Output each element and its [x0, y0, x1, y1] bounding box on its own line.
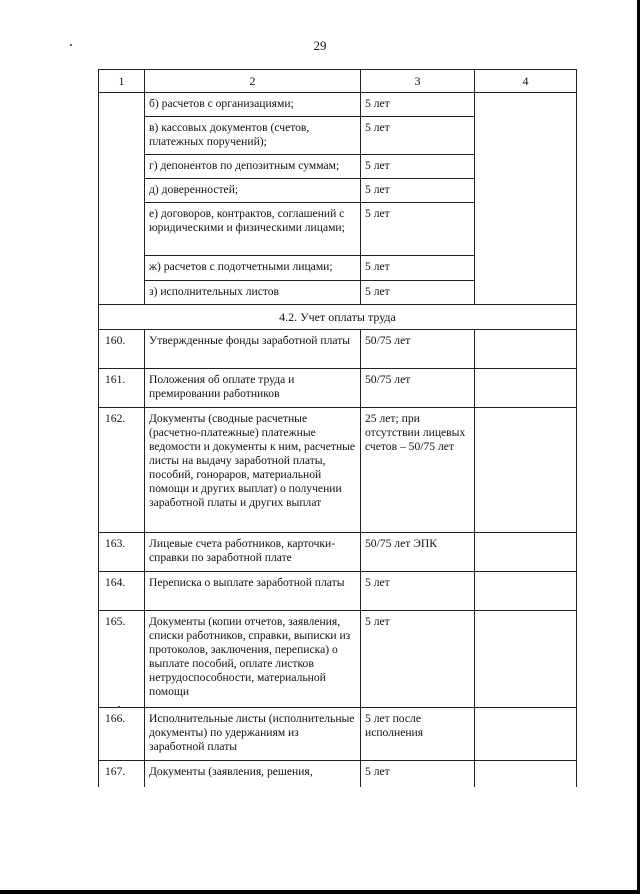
subitem-text: г) депонентов по депозитным суммам;: [145, 155, 361, 179]
row-note: [475, 533, 577, 572]
row-period: 50/75 лет: [361, 330, 475, 369]
subitem-period: 5 лет: [361, 203, 475, 256]
table-row: [99, 408, 577, 533]
subitem-text: д) доверенностей;: [145, 179, 361, 203]
row-text: Документы (заявления, решения,: [145, 761, 361, 788]
header-col-1: 1: [99, 70, 145, 93]
row-note: [475, 708, 577, 761]
row-number: 164.: [99, 572, 145, 611]
row-note: [475, 330, 577, 369]
row-note: [475, 761, 577, 788]
table-row: [99, 533, 577, 572]
table-row: [99, 761, 577, 788]
subitem-note-cell: [475, 93, 577, 305]
row-text: Исполнительные листы (исполнительные документы) по удержаниям из заработной платы: [145, 708, 361, 761]
row-note: [475, 572, 577, 611]
subitem-text: з) исполнительных листов: [145, 281, 361, 305]
subitem-period: 5 лет: [361, 93, 475, 117]
row-number: 161.: [99, 369, 145, 408]
row-period: 25 лет; при отсутствии лицевых счетов – 50/75 лет: [361, 408, 475, 533]
header-col-3: 3: [361, 70, 475, 93]
row-period: 50/75 лет ЭПК: [361, 533, 475, 572]
row-number: 163.: [99, 533, 145, 572]
subitem-period: 5 лет: [361, 155, 475, 179]
subitem-num-cell: [99, 93, 145, 305]
row-number: 162.: [99, 408, 145, 533]
subitem-period: 5 лет: [361, 281, 475, 305]
row-period: 5 лет: [361, 611, 475, 708]
page-number: 29: [313, 38, 327, 53]
table-row: [99, 708, 577, 761]
row-period: 5 лет: [361, 572, 475, 611]
subitem-row: [99, 93, 577, 117]
subitem-period: 5 лет: [361, 117, 475, 155]
header-col-4: 4: [475, 70, 577, 93]
scan-edge-bottom: [0, 890, 640, 894]
table-row: [99, 572, 577, 611]
row-number: 167.: [99, 761, 145, 788]
row-text: Переписка о выплате заработной платы: [145, 572, 361, 611]
header-col-2: 2: [145, 70, 361, 93]
row-text: Документы (сводные расчетные (расчетно-платежные) платежные ведомости и документы к ним, расчетные листы на выдачу заработной платы, пособий, гонораров, материальной помощи и других выплат) о получении заработной платы и других выплат: [145, 408, 361, 533]
subitem-text: в) кассовых документов (счетов, платежных поручений);: [145, 117, 361, 155]
subitem-period: 5 лет: [361, 179, 475, 203]
row-period: 5 лет после исполнения: [361, 708, 475, 761]
row-text: Положения об оплате труда и премировании работников: [145, 369, 361, 408]
subitem-text: б) расчетов с организациями;: [145, 93, 361, 117]
table-row: [99, 369, 577, 408]
section-row: [99, 305, 577, 330]
row-period: 5 лет: [361, 761, 475, 788]
section-title: 4.2. Учет оплаты труда: [99, 305, 577, 330]
row-number: 160.: [99, 330, 145, 369]
row-text: Утвержденные фонды заработной платы: [145, 330, 361, 369]
table-row: [99, 611, 577, 708]
row-period: 50/75 лет: [361, 369, 475, 408]
subitem-period: 5 лет: [361, 256, 475, 281]
row-number: 165.: [99, 611, 145, 708]
retention-table: [98, 69, 577, 787]
row-note: [475, 369, 577, 408]
row-text: Лицевые счета работников, карточки-справки по заработной плате: [145, 533, 361, 572]
table-header-row: [99, 70, 577, 93]
row-text: Документы (копии отчетов, заявления, списки работников, справки, выписки из протоколов, заключения, переписка) о выплате пособий, оплате листков нетрудоспособности, материальной помощи: [145, 611, 361, 708]
subitem-text: е) договоров, контрактов, соглашений с юридическими и физическими лицами;: [145, 203, 361, 256]
table-row: [99, 330, 577, 369]
subitem-text: ж) расчетов с подотчетными лицами;: [145, 256, 361, 281]
row-note: [475, 408, 577, 533]
row-number: 166.: [99, 708, 145, 761]
row-note: [475, 611, 577, 708]
